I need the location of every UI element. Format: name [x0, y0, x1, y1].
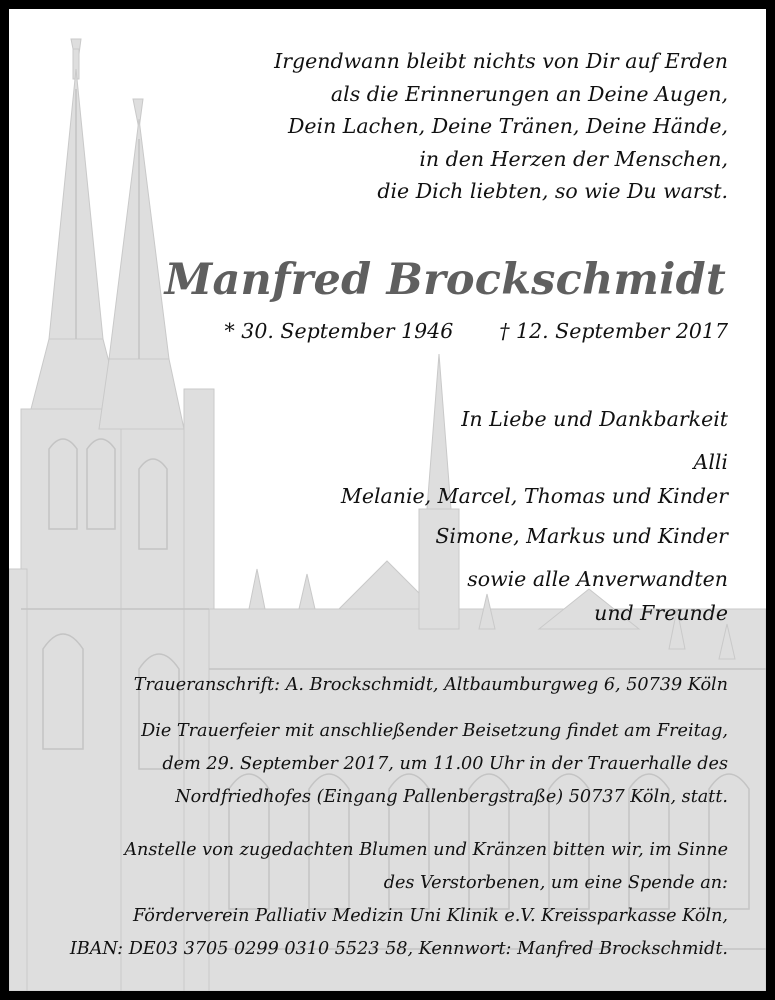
donation-info	[70, 834, 728, 966]
poem-line: als die Erinnerungen an Deine Augen,	[330, 81, 728, 106]
deceased-name: Manfred Brockschmidt	[164, 255, 726, 305]
mourner-name: Melanie, Marcel, Thomas und Kinder	[340, 484, 728, 508]
mourners-intro: In Liebe und Dankbarkeit	[461, 407, 728, 431]
mourner-name: Alli	[693, 450, 728, 474]
poem-line: Irgendwann bleibt nichts von Dir auf Erden	[274, 49, 728, 73]
poem-line: in den Herzen der Menschen,	[419, 146, 728, 171]
mourner-name: Simone, Markus und Kinder	[435, 524, 728, 548]
poem-line: die Dich liebten, so wie Du warst.	[377, 179, 728, 203]
mourners-closing: und Freunde	[594, 601, 728, 625]
memorial-poem	[274, 45, 728, 208]
birth-date: * 30. September 1946	[224, 319, 454, 343]
donation-line: IBAN: DE03 3705 0299 0310 5523 58, Kennwort: Manfred Brockschmidt.	[69, 939, 728, 959]
ceremony-info	[141, 715, 728, 814]
life-dates	[225, 319, 728, 343]
donation-line: Anstelle von zugedachten Blumen und Kränzen bitten wir, im Sinne	[124, 840, 728, 860]
ceremony-line: dem 29. September 2017, um 11.00 Uhr in der Trauerhalle des	[162, 754, 728, 774]
poem-line: Dein Lachen, Deine Tränen, Deine Hände,	[287, 114, 728, 138]
donation-line: des Verstorbenen, um eine Spende an:	[383, 873, 728, 893]
death-date: † 12. September 2017	[499, 319, 728, 343]
mourning-address: Traueranschrift: A. Brockschmidt, Altbaumburgweg 6, 50739 Köln	[133, 675, 728, 695]
mourners-closing: sowie alle Anverwandten	[467, 567, 728, 591]
donation-line: Förderverein Palliativ Medizin Uni Klinik e.V. Kreissparkasse Köln,	[133, 906, 728, 926]
ceremony-line: Die Trauerfeier mit anschließender Beisetzung findet am Freitag,	[141, 721, 728, 741]
ceremony-line: Nordfriedhofes (Eingang Pallenbergstraße) 50737 Köln, statt.	[175, 787, 728, 807]
